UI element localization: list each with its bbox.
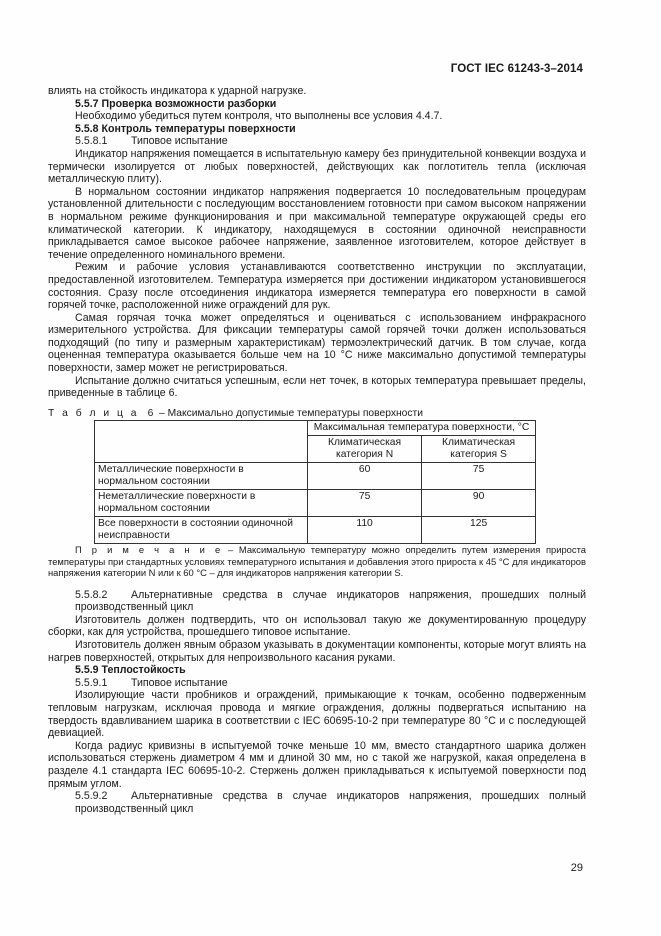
subsection-heading (48, 135, 586, 148)
table-row (95, 463, 536, 490)
paragraph: Изолирующие части пробников и ограждений, примыкающие к точкам, особенно подверженным тепловым нагрузкам, исключая провода и мягкие ограждения, должны подвергаться испытанию на твердость вдавливанием шарика в соответствии с IEC 60695-10-2 при температуре 80 °С и с последующей девиацией. (48, 689, 586, 740)
table-caption (48, 408, 586, 421)
subsection-heading (48, 677, 586, 690)
table-row-label: Металлические поверхности в нормальном состоянии (95, 463, 308, 490)
table-cell-s: 75 (422, 463, 536, 490)
spacer (48, 579, 586, 589)
subsection-number: 5.5.9.2 (75, 790, 108, 803)
table-header-s: Климатическая категория S (422, 436, 536, 463)
paragraph: Изготовитель должен подтвердить, что он использовал такую же документированную процедуру сборки, как для устройства, прошедшего типовое испытание. (48, 613, 586, 639)
table-cell-n: 110 (308, 517, 422, 544)
note-prefix: П р и м е ч а н и е (75, 544, 223, 556)
table-header-n: Климатическая категория N (308, 436, 422, 463)
subsection-text: Альтернативные средства в случае индикаторов напряжения, прошедших полный производственный цикл (75, 790, 586, 815)
section-heading: 5.5.7 Проверка возможности разборки (75, 97, 277, 110)
section-heading: 5.5.8 Контроль температуры поверхности (75, 122, 296, 135)
paragraph: Когда радиус кривизны в испытуемой точке меньше 10 мм, вместо стандартного шарика должен использоваться стержень диаметром 4 мм и длиной 30 мм, но с такой же нагрузкой, какая определена в разделе 4.1 стандарта IEC 60695-10-2. Стержень должен прикладываться к испытуемой поверхности под прямым углом. (48, 739, 586, 790)
table-cell-n: 60 (308, 463, 422, 490)
paragraph: Необходимо убедиться путем контроля, что выполнены все условия 4.4.7. (75, 110, 443, 123)
section-heading: 5.5.9 Теплостойкость (75, 664, 186, 677)
paragraph: влиять на стойкость индикатора к ударной нагрузке. (48, 85, 307, 97)
subsection-number: 5.5.8.2 (75, 588, 108, 601)
table-header-row (95, 421, 536, 436)
subsection-text: Альтернативные средства в случае индикаторов напряжения, прошедших полный производственный цикл (75, 588, 586, 614)
paragraph: Индикатор напряжения помещается в испытательную камеру без принудительной конвекции воздуха и термически изолируется от любых поверхностей, действующих как поглотитель тепла (исключая металлическую плиту). (48, 147, 586, 186)
table-cell-s: 90 (422, 490, 536, 517)
table-note (48, 544, 586, 578)
paragraph: В нормальном состоянии индикатор напряжения подвергается 10 последовательным процедурам установленной длительности с последующим восстановлением готовности при самом высоком напряжении в нормальном режиме функционирования и при максимальной температуре окружающей среды его климатической категории. К индикатору, находящемуся в состоянии одиночной неисправности прикладывается самое высокое рабочее напряжение, заявленное изготовителем, которое действует в течение определенного номинального времени. (48, 185, 586, 261)
temperature-table (94, 420, 536, 544)
subsection-heading (48, 790, 586, 815)
subsection-heading (48, 589, 586, 614)
paragraph: Изготовитель должен явным образом указывать в документации компоненты, которые могут влиять на нагрев поверхностей, открытых для непроизвольного касания руками. (48, 639, 586, 664)
subsection-number: 5.5.8.1 (75, 135, 108, 148)
table-cell-s: 125 (422, 517, 536, 544)
table-header-main: Максимальная температура поверхности, °С (308, 421, 536, 436)
note-text: – Максимальную температуру можно определить путем измерения прироста температуры при стандартных условиях температурного испытания и добавления этого прироста к 45 °С для индикаторов напряжения категории N или к 60 °С – для индикаторов напряжения категории S. (48, 544, 586, 579)
table-row (95, 517, 536, 544)
subsection-label: Типовое испытание (131, 676, 228, 689)
table-row (95, 490, 536, 517)
page-number: 29 (570, 862, 583, 874)
table-cell-n: 75 (308, 490, 422, 517)
document-header: ГОСТ IEC 61243-3–2014 (450, 63, 583, 75)
subsection-number: 5.5.9.1 (75, 676, 108, 689)
paragraph: Самая горячая точка может определяться и оцениваться с использованием инфракрасного измерительного устройства. Для фиксации температуры самой горячей точки должен использоваться подходящий (по типу и размерным характеристикам) термоэлектрический датчик. В том случае, когда оцененная температура оказывается больше чем на 10 °С ниже максимально допустимой температуры поверхности, замер может не регистрироваться. (48, 311, 586, 375)
paragraph: Испытание должно считаться успешным, если нет точек, в которых температура превышает пределы, приведенные в таблице 6. (48, 374, 586, 400)
document-body (48, 85, 586, 815)
table-caption-prefix: Т а б л и ц а (48, 407, 139, 419)
table-corner-cell (95, 421, 308, 463)
table-row-label: Все поверхности в состоянии одиночной неисправности (95, 517, 308, 544)
table-caption-number: 6 (147, 407, 154, 419)
subsection-label: Типовое испытание (131, 135, 228, 148)
table-row-label: Неметаллические поверхности в нормальном состоянии (95, 490, 308, 517)
paragraph: Режим и рабочие условия устанавливаются соответственно инструкции по эксплуатации, предоставленной изготовителем. Температура измеряется при достижении индикатором установившегося состояния. Сразу после отсоединения индикатора измеряется температура его поверхности в самой горячей точке, расположенной ниже ограждений для рук. (48, 261, 586, 312)
table-caption-text: – Максимально допустимые температуры поверхности (159, 407, 423, 419)
